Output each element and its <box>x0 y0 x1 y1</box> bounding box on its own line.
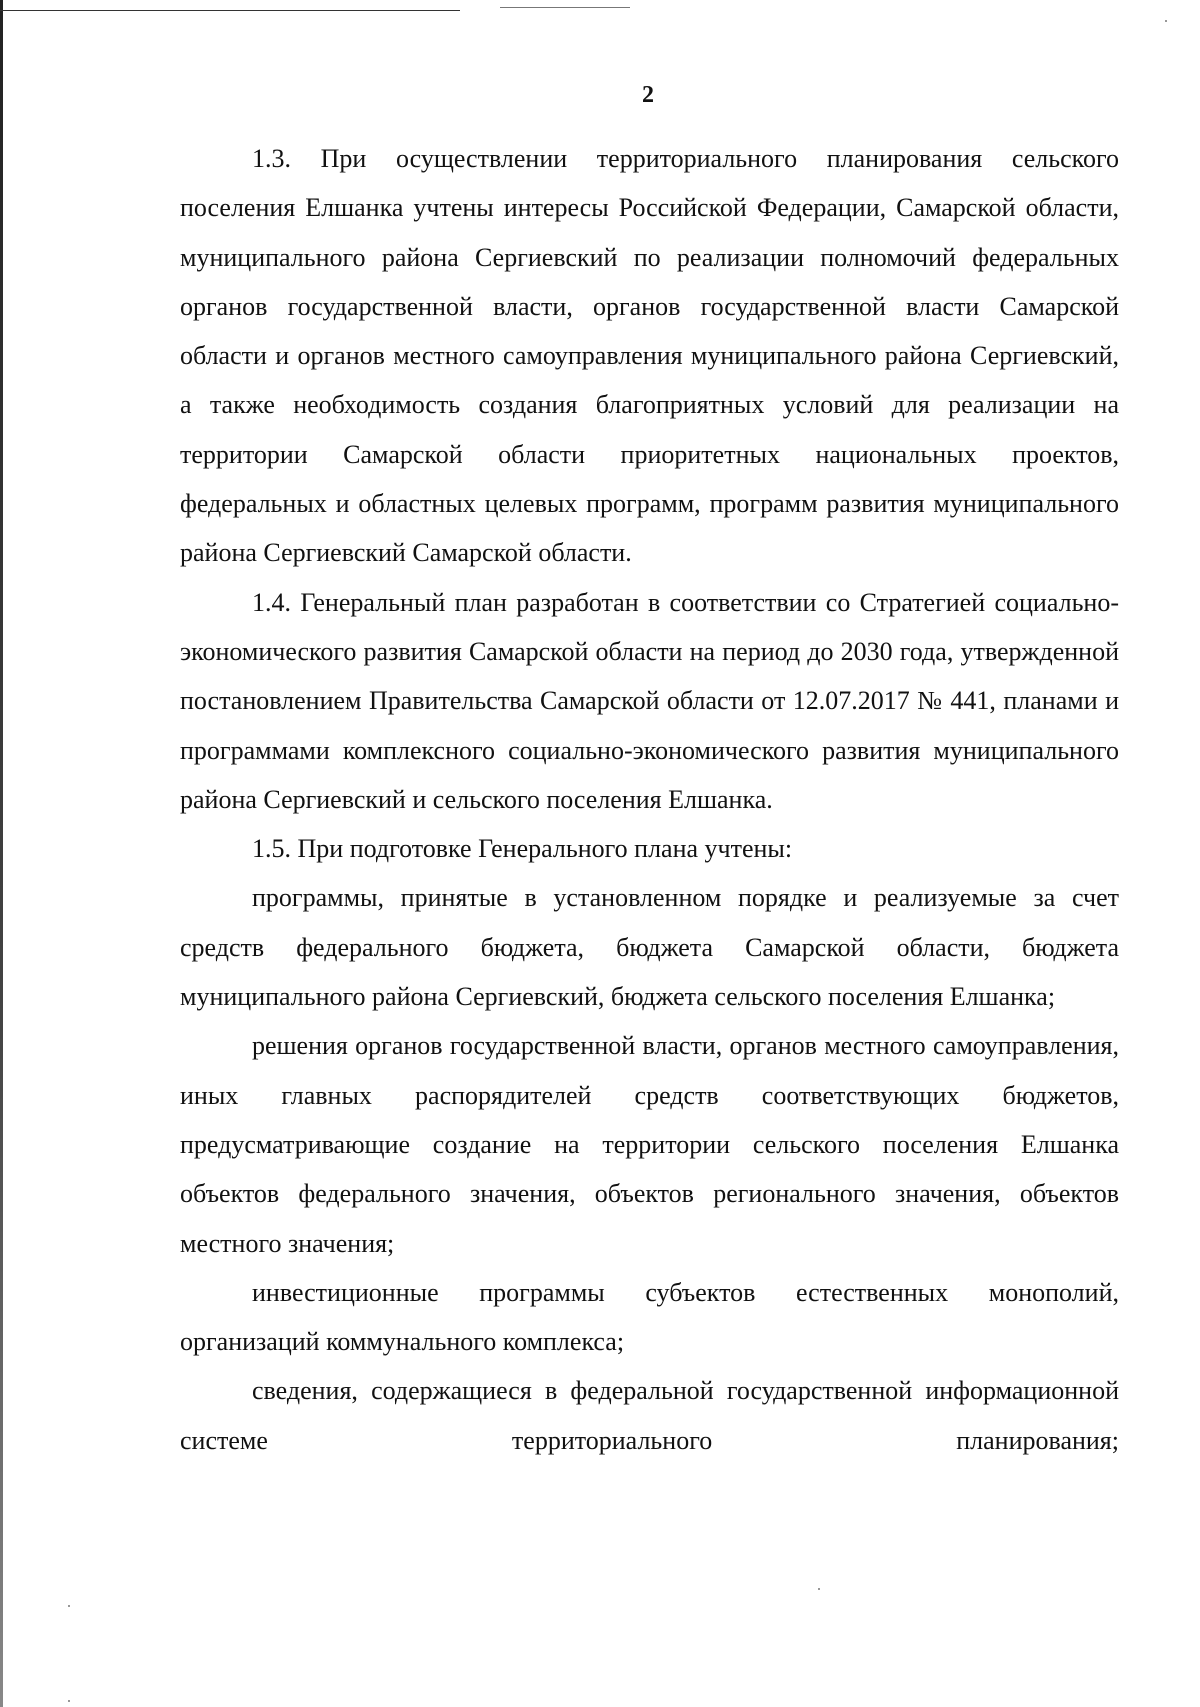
list-item-budget-programs: программы, принятые в установленном порядке и реализуемые за счет средств федерального бюджета, бюджета Самарской области, бюджета муниципального района Сергиевский, бюджета сельского поселения Елшанка; <box>180 883 1119 1012</box>
paragraph-1-4: 1.4. Генеральный план разработан в соответствии со Стратегией социально-экономического развития Самарской области на период до 2030 года, утвержденной постановлением Правительства Самарской области от 12.07.2017 № 441, планами и программами комплексного социально-экономического развития муниципального района Сергиевский и сельского поселения Елшанка. <box>180 587 1119 814</box>
scan-top-rule-fragment <box>500 7 630 8</box>
paragraph-1-3: 1.3. При осуществлении территориального планирования сельского поселения Елшанка учтены интересы Российской Федерации, Самарской области, муниципального района Сергиевский по реализации полномочий федеральных органов государственной власти, органов государственной власти Самарской области и органов местного самоуправления муниципального района Сергиевский, а также необходимость создания благоприятных условий для реализации на территории Самарской области приоритетных национальных проектов, федеральных и областных целевых программ, программ развития муниципального района Сергиевский Самарской области. <box>180 144 1119 568</box>
scan-speck <box>68 1605 70 1607</box>
scan-speck <box>1165 20 1167 22</box>
document-body <box>180 134 1119 1465</box>
scan-speck <box>818 1588 820 1590</box>
scan-top-rule <box>0 10 460 11</box>
scan-speck <box>68 1700 70 1702</box>
scan-left-edge <box>0 0 3 1707</box>
list-item-fgis-tp: сведения, содержащиеся в федеральной государственной информационной системе территориального планирования; <box>180 1376 1119 1455</box>
list-item-investment-programs: инвестиционные программы субъектов естественных монополий, организаций коммунального комплекса; <box>180 1277 1119 1357</box>
page-number: 2 <box>642 82 654 108</box>
paragraph-1-5: 1.5. При подготовке Генерального плана учтены: <box>252 834 793 864</box>
list-item-authority-decisions: решения органов государственной власти, органов местного самоуправления, иных главных распорядителей средств соответствующих бюджетов, предусматривающие создание на территории сельского поселения Елшанка объектов федерального значения, объектов регионального значения, объектов местного значения; <box>180 1031 1119 1258</box>
